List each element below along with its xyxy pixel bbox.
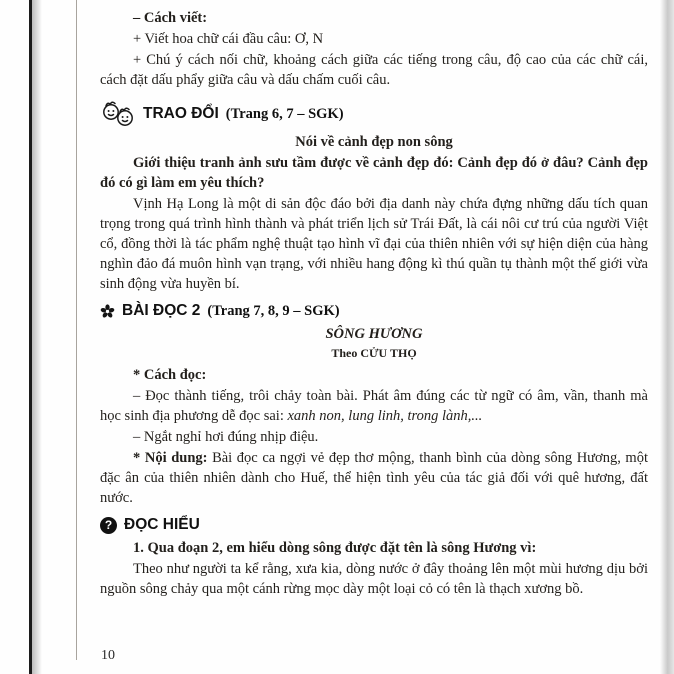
bai-doc-2-heading — [100, 301, 648, 321]
doc-hieu-heading — [100, 515, 648, 535]
song-huong-author: Theo CỬU THỌ — [331, 346, 417, 360]
book-edge-shadow — [32, 0, 42, 674]
cach-doc-line1-text: – Đọc thành tiếng, trôi chảy toàn bài. Phát âm đúng các từ ngữ có âm, vần, thanh mà học sinh địa phương dễ đọc sai: — [100, 388, 648, 424]
cach-doc-line1-examples: xanh non, lung linh, trong lành,... — [287, 408, 483, 424]
trao-doi-prompt: Giới thiệu tranh ảnh sưu tầm được về cảnh đẹp đó: Cảnh đẹp đó ở đâu? Cảnh đẹp đó có gì làm em yêu thích? — [100, 155, 648, 191]
cach-doc-line2: – Ngắt nghỉ hơi đúng nhịp điệu. — [133, 429, 319, 445]
flower-icon — [100, 304, 115, 319]
trao-doi-page-ref: (Trang 6, 7 – SGK) — [225, 106, 344, 122]
trao-doi-body: Vịnh Hạ Long là một di sản độc đáo bởi địa danh này chứa đựng những dấu tích quan trọng trong quá trình hình thành và phát triển lịch sử Trái Đất, là cái nôi cư trú của người Việt cổ, đồng thời là tác phẩm nghệ thuật tạo hình vĩ đại của thiên nhiên với sự hiện diện của hàng nghìn đảo đá muôn hình vạn trạng, với nhiều hang động kì thú quần tụ thành một thế giới vừa sinh động vừa huyền bí. — [100, 196, 648, 292]
cach-viet-line2: + Chú ý cách nối chữ, khoảng cách giữa các tiếng trong câu, độ cao của các chữ cái, cách đặt dấu phẩy giữa câu và dấu chấm cuối câu. — [100, 52, 648, 88]
trao-doi-subtitle: Nói về cảnh đẹp non sông — [295, 134, 453, 150]
doc-hieu-title: ĐỌC HIỂU — [124, 516, 200, 533]
question-1-heading: 1. Qua đoạn 2, em hiểu dòng sông được đặt tên là sông Hương vì: — [133, 540, 537, 556]
cach-viet-line1: + Viết hoa chữ cái đầu câu: Ơ, N — [133, 31, 324, 47]
question-glyph: ? — [104, 518, 113, 532]
question-circle-icon — [100, 517, 117, 534]
trao-doi-heading — [100, 99, 648, 129]
page-number: 10 — [101, 648, 115, 663]
margin-rule-line — [76, 0, 77, 660]
cach-doc-heading: * Cách đọc: — [133, 367, 207, 383]
noi-dung-text: Bài đọc ca ngợi vẻ đẹp thơ mộng, thanh bình của dòng sông Hương, một đặc ân của thiên nhiên dành cho Huế, thể hiện tình yêu của tác giả đối với quê hương, đất nước. — [100, 450, 648, 506]
trao-doi-title: TRAO ĐỔI — [143, 105, 219, 122]
bai-doc-2-page-ref: (Trang 7, 8, 9 – SGK) — [207, 303, 340, 319]
page-right-edge — [660, 0, 674, 674]
song-huong-title: SÔNG HƯƠNG — [325, 326, 423, 342]
children-faces-icon — [100, 99, 136, 129]
cach-viet-heading: – Cách viết: — [133, 10, 208, 26]
bai-doc-2-title: BÀI ĐỌC 2 — [122, 302, 201, 319]
cach-doc-line1 — [100, 386, 648, 426]
page-content — [100, 8, 648, 600]
noi-dung-paragraph — [100, 448, 648, 508]
question-1-body: Theo như người ta kể rằng, xưa kia, dòng nước ở đây thoảng lên một mùi hương dịu bởi nguồn sông chảy qua một cánh rừng mọc dày một loại cỏ có tên là thạch xương bồ. — [100, 561, 648, 597]
noi-dung-label: * Nội dung: — [133, 450, 208, 466]
